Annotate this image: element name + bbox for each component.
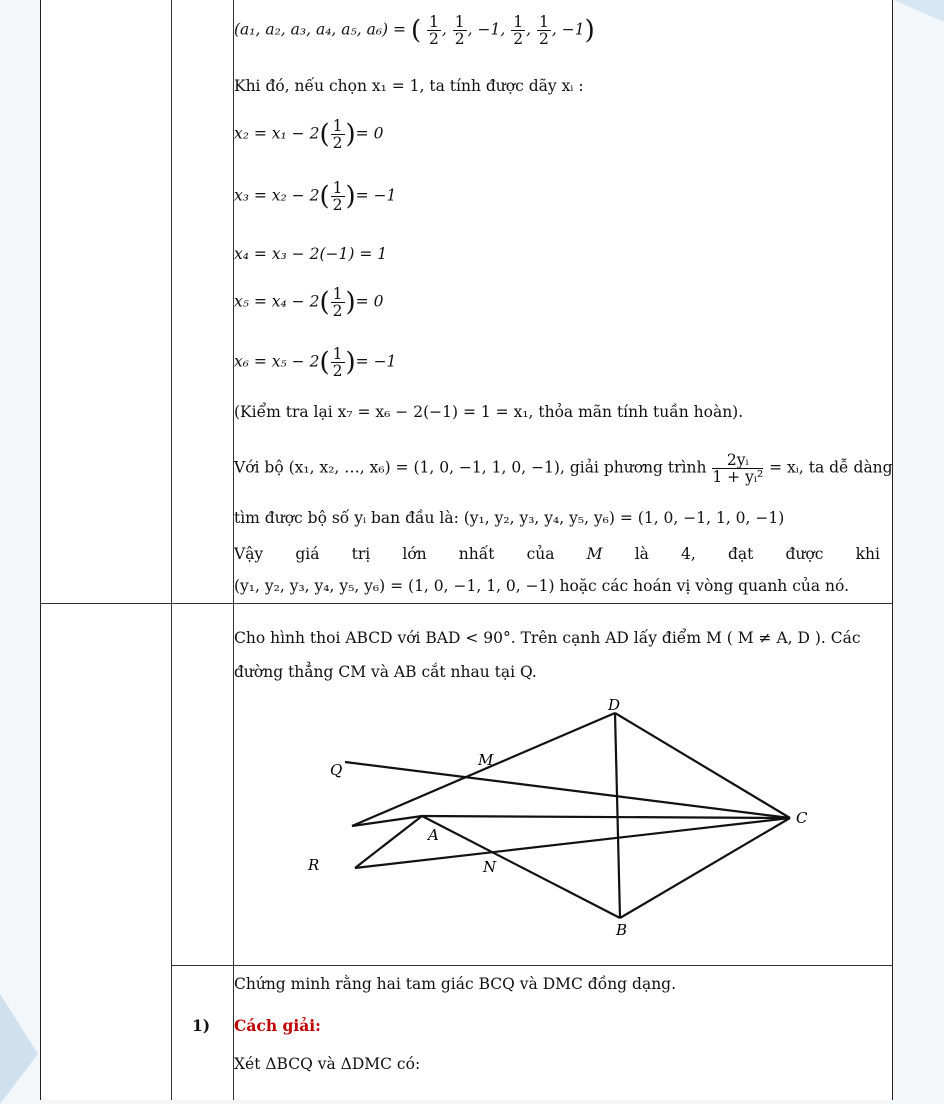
part-1-area — [234, 0, 884, 1104]
label-D: D — [608, 696, 621, 714]
found-text: tìm được bộ số yᵢ ban đầu là: (y₁, y₂, y₃, y₄, y₅, y₆) = (1, 0, −1, 1, 0, −1) — [234, 509, 785, 527]
conclusion-line-1: Vậy giá trị lớn nhất của M là 4, đạt được khi — [234, 545, 880, 563]
label-B: B — [616, 921, 628, 939]
corner-decoration-bottom-left — [0, 994, 40, 1104]
label-C: C — [796, 809, 808, 827]
step-x6: x₆ = x₅ − 2( $\frac{1}{2}$ )= −1 — [234, 345, 397, 380]
step-x3: x₃ = x₂ − 2( $\frac{1}{2}$ )= −1 — [234, 179, 397, 214]
consider-text: Xét ΔBCQ và ΔDMC có: — [234, 1055, 421, 1073]
step-x2: x₂ = x₁ − 2( $\frac{1}{2}$ )= 0 — [234, 117, 384, 152]
conclusion-line-2: (y₁, y₂, y₃, y₄, y₅, y₆) = (1, 0, −1, 1, 0, −1) hoặc các hoán vị vòng quanh của nó. — [234, 577, 850, 595]
label-N: N — [483, 858, 497, 876]
check-text: (Kiểm tra lại x₇ = x₆ − 2(−1) = 1 = x₁, thỏa mãn tính tuần hoàn). — [234, 403, 744, 421]
part-number: 1) — [192, 1016, 211, 1035]
step-x5: x₅ = x₄ − 2( $\frac{1}{2}$ )= 0 — [234, 285, 384, 320]
label-Q: Q — [330, 761, 343, 779]
label-M: M — [478, 751, 494, 769]
solution-label: Cách giải: — [234, 1016, 321, 1035]
with-tuple-line: Với bộ (x₁, x₂, …, x₆) = (1, 0, −1, 1, 0, −1), giải phương trình $\frac{\text{2yᵢ}}{\text{1 + yᵢ²}}$ = xᵢ, ta dễ dàng — [234, 451, 893, 486]
label-R: R — [308, 856, 320, 874]
step-x4: x₄ = x₃ − 2(−1) = 1 — [234, 245, 388, 263]
corner-decoration-top-right — [884, 0, 944, 30]
problem-line-2: đường thẳng CM và AB cắt nhau tại Q. — [234, 663, 537, 681]
column-divider — [171, 0, 172, 1100]
problem-line-1: Cho hình thoi ABCD với BAD < 90°. Trên cạnh AD lấy điểm M ( M ≠ A, D ). Các — [234, 629, 861, 647]
part-statement: Chứng minh rằng hai tam giác BCQ và DMC đồng dạng. — [234, 975, 677, 993]
label-A: A — [428, 826, 439, 844]
sequence-a: (a₁, a₂, a₃, a₄, a₅, a₆) = ( $\frac{1}{2}$ , $\frac{1}{2}$ , −1, $\frac{1}{2}$ , $\frac{1}{2}$ , −1) — [234, 13, 595, 48]
choose-text: Khi đó, nếu chọn x₁ = 1, ta tính được dãy xᵢ : — [234, 77, 584, 95]
